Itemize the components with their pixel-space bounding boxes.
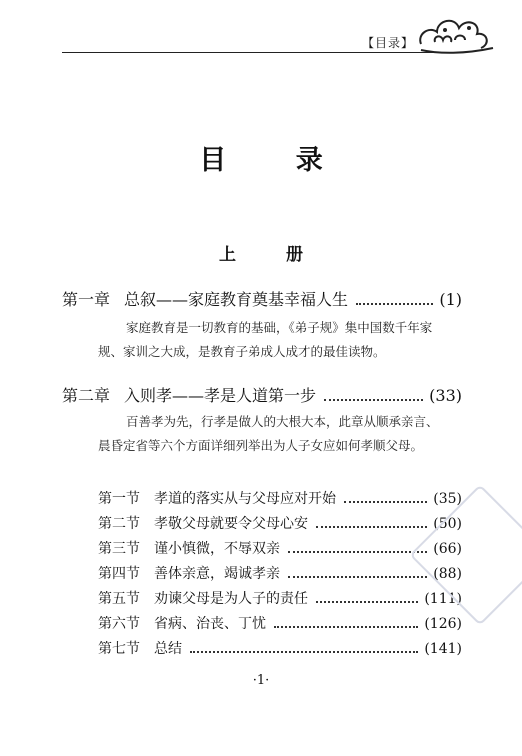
dot-leader [316, 526, 427, 528]
toc-section-7[interactable] [98, 638, 462, 658]
chapter-number: 第一章 [62, 290, 111, 309]
toc-chapter-2[interactable] [62, 383, 462, 406]
section-title: 孝敬父母就要令父母心安 [154, 516, 308, 532]
section-number: 第六节 [98, 616, 140, 632]
section-title: 省病、治丧、丁忧 [154, 616, 266, 632]
chapter-page: (33) [429, 386, 462, 405]
section-number: 第五节 [98, 591, 140, 607]
section-number: 第四节 [98, 566, 140, 582]
page-title: 目 录 [199, 145, 353, 176]
section-page: (141) [424, 641, 462, 657]
section-title: 劝谏父母是为人子的责任 [154, 591, 308, 607]
dot-leader [316, 601, 418, 603]
dot-leader [356, 303, 433, 305]
section-title: 善体亲意，竭诚孝亲 [154, 566, 280, 582]
volume-heading: 上 册 [219, 245, 325, 265]
toc-section-2[interactable] [98, 513, 462, 533]
toc-section-1[interactable] [98, 488, 462, 508]
section-page: (50) [433, 516, 462, 532]
section-title: 总结 [154, 641, 182, 657]
section-number: 第一节 [98, 491, 140, 507]
section-number: 第七节 [98, 641, 140, 657]
dot-leader [288, 576, 427, 578]
section-page: (126) [424, 616, 462, 632]
dot-leader [190, 651, 418, 653]
chapter-summary: 家庭教育是一切教育的基础，《弟子规》集中国数千年家规、家训之大成，是教育子弟成人成才的最佳读物。 [98, 320, 433, 359]
section-title: 谨小慎微，不辱双亲 [154, 541, 280, 557]
chapter-page: (1) [439, 290, 462, 309]
dot-leader [274, 626, 418, 628]
toc-section-5[interactable] [98, 588, 462, 608]
toc-section-4[interactable] [98, 563, 462, 583]
chapter-title: 总叙——家庭教育奠基幸福人生 [124, 290, 349, 309]
chapter-title: 入则孝——孝是人道第一步 [124, 386, 317, 405]
chapter-number: 第二章 [62, 386, 111, 405]
cloud-ornament-icon [415, 12, 495, 60]
section-page: (88) [433, 566, 462, 582]
toc-chapter-1[interactable] [62, 287, 462, 310]
section-title: 孝道的落实从与父母应对开始 [154, 491, 336, 507]
toc-section-6[interactable] [98, 613, 462, 633]
section-page: (111) [424, 591, 462, 607]
page-number: ·1· [252, 673, 270, 688]
dot-leader [288, 551, 427, 553]
toc-section-3[interactable] [98, 538, 462, 558]
section-page: (35) [433, 491, 462, 507]
header-section-label: 【目录】 [362, 36, 415, 50]
header-rule [62, 52, 454, 53]
section-number: 第二节 [98, 516, 140, 532]
chapter-summary: 百善孝为先，行孝是做人的大根大本，此章从顺承亲言、晨昏定省等六个方面详细列举出为人子女应如何孝顺父母。 [98, 414, 439, 453]
section-page: (66) [433, 541, 462, 557]
dot-leader [344, 501, 427, 503]
section-number: 第三节 [98, 541, 140, 557]
dot-leader [324, 399, 423, 401]
